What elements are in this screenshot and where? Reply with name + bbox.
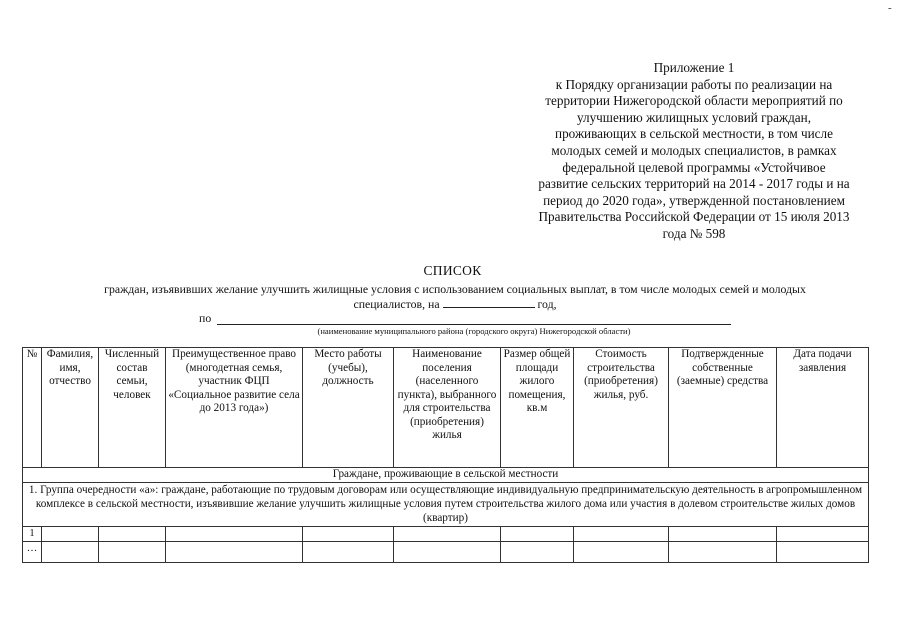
table-cell xyxy=(501,527,574,542)
subtitle-prefix: специалистов, на xyxy=(353,297,440,311)
subtitle-line-1: граждан, изъявивших желание улучшить жилищные условия с использованием социальных выплат, в том числе молодых семей и молодых xyxy=(104,282,806,296)
header-cell-workplace: Место работы (учебы), должность xyxy=(303,348,394,468)
header-cell-priority-right: Преимущественное право (многодетная семья, участник ФЦП «Социальное развитие села до 2013 года») xyxy=(166,348,303,468)
section-title: Граждане, проживающие в сельской местности xyxy=(23,468,869,483)
table-cell xyxy=(777,527,869,542)
document-title: СПИСОК xyxy=(423,263,482,278)
table-cell xyxy=(99,542,166,563)
row-index: 1 xyxy=(23,527,42,542)
group-row xyxy=(23,483,869,527)
header-cell-application-date: Дата подачи заявления xyxy=(777,348,869,468)
municipality-caption: (наименование муниципального района (городского округа) Нижегородской области) xyxy=(317,326,631,336)
section-row xyxy=(23,468,869,483)
appendix-line: Правительства Российской Федерации от 15 июля 2013 xyxy=(538,209,850,225)
table-cell xyxy=(166,542,303,563)
appendix-line: молодых семей и молодых специалистов, в рамках xyxy=(551,142,837,158)
table-cell xyxy=(777,542,869,563)
header-cell-number: № xyxy=(23,348,42,468)
appendix-block xyxy=(500,60,888,243)
row-index: … xyxy=(23,542,42,563)
year-blank-line xyxy=(443,297,535,308)
municipality-blank-line xyxy=(217,324,731,325)
appendix-line: улучшению жилищных условий граждан, xyxy=(576,109,811,125)
appendix-line: период до 2020 года», утвержденной постановлением xyxy=(543,192,845,208)
table-cell xyxy=(669,542,777,563)
header-cell-own-funds: Подтвержденные собственные (заемные) средства xyxy=(669,348,777,468)
table-cell xyxy=(42,527,99,542)
table-header-row xyxy=(23,348,869,468)
appendix-line: федеральной целевой программы «Устойчивое xyxy=(562,159,826,175)
table-cell xyxy=(303,542,394,563)
header-cell-family-size: Численный состав семьи, человек xyxy=(99,348,166,468)
po-label: по xyxy=(199,311,212,325)
table-row xyxy=(23,542,869,563)
table-cell xyxy=(42,542,99,563)
table-cell xyxy=(99,527,166,542)
subtitle-line-2 xyxy=(60,297,850,312)
applicants-table xyxy=(22,347,869,563)
appendix-line: Приложение 1 xyxy=(653,60,735,75)
group-description: 1. Группа очередности «а»: граждане, работающие по трудовым договорам или осуществляющие индивидуальную предпринимательскую деятельность в агропромышленном комплексе в сельской местности, изъявившие желание улучшить жилищные условия путем строительства жилого дома или участия в долевом строительстве жилых домов (квартир) xyxy=(23,483,869,527)
header-cell-cost: Стоимость строительства (приобретения) жилья, руб. xyxy=(574,348,669,468)
table-cell xyxy=(574,542,669,563)
table-cell xyxy=(501,542,574,563)
appendix-line: развитие сельских территорий на 2014 - 2017 годы и на xyxy=(538,176,850,192)
appendix-line: территории Нижегородской области мероприятий по xyxy=(545,93,843,109)
appendix-line: проживающих в сельской местности, в том числе xyxy=(555,126,833,142)
table-cell xyxy=(394,527,501,542)
header-cell-name: Фамилия, имя, отчество xyxy=(42,348,99,468)
corner-mark: - xyxy=(888,2,892,14)
header-cell-area: Размер общей площади жилого помещения, кв.м xyxy=(501,348,574,468)
table-cell xyxy=(669,527,777,542)
table-cell xyxy=(574,527,669,542)
header-cell-settlement: Наименование поселения (населенного пункта), выбранного для строительства (приобретения) жилья xyxy=(394,348,501,468)
table-cell xyxy=(394,542,501,563)
subtitle-suffix: год, xyxy=(537,297,557,311)
appendix-line: года № 598 xyxy=(662,225,726,241)
table-cell xyxy=(303,527,394,542)
appendix-line: к Порядку организации работы по реализации на xyxy=(555,76,833,92)
document-subtitle xyxy=(60,282,850,312)
table-cell xyxy=(166,527,303,542)
table-row xyxy=(23,527,869,542)
